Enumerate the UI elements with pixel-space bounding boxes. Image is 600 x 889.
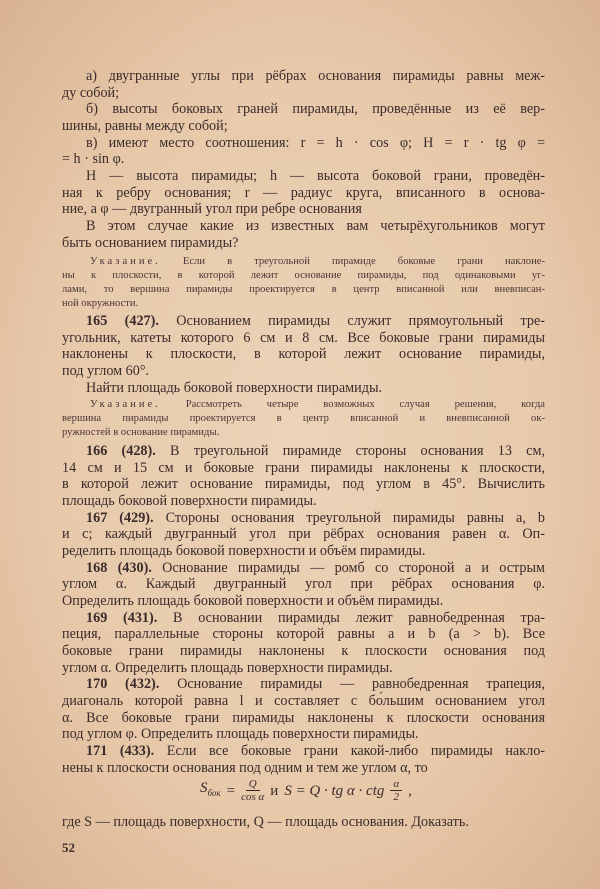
text-line [62,493,545,509]
line-text: и c; каждый двугранный угол при рёбрах основания равен α. Оп- [62,526,545,542]
line-text: углом α. Определить площадь поверхности пирамиды. [62,660,393,676]
formula-and: и [270,782,279,799]
line-text: Основанием пирамиды служит прямоугольный тре- [158,313,545,329]
problem-line [86,676,545,692]
line-text: в которой лежит основание пирамиды, под углом в 45°. Вычислить [62,476,545,492]
problem-line [86,560,545,576]
formula [200,778,412,803]
problem-number: 170 (432). [86,676,160,692]
text-line [62,151,545,167]
text-line [62,185,545,201]
line-text: в) имеют место соотношения: r = h · cos φ; H = r · tg φ = [86,135,545,151]
note-line [62,426,545,439]
problem-line [86,313,545,329]
note-line [90,255,545,268]
formula-fraction-1 [241,778,264,803]
line-text: ная к ребру основания; r — радиус круга, вписанного в основа- [62,185,545,201]
formula-comma: , [408,782,412,799]
text-line [62,643,545,659]
line-text: диагональ которой равна l и составляет с бо́льшим основанием угол [62,693,545,709]
text-line [62,460,545,476]
line-text: ду собой; [62,85,120,101]
text-line [62,235,545,251]
note-line [62,269,545,282]
text-line [62,814,545,830]
line-text: пеция, параллельные стороны которой равны a и b (a > b). Все [62,626,545,642]
text-line [62,726,545,742]
formula-fraction-2 [390,778,402,803]
line-text: а) двугранные углы при рёбрах основания пирамиды равны меж- [86,68,545,84]
note-label: Указание. [90,256,161,267]
text-line [62,476,545,492]
line-text: В треугольной пирамиде стороны основания 13 см, [155,443,546,459]
text-line [86,218,545,234]
line-text: В основании пирамиды лежит равнобедренная тра- [157,610,546,626]
formula-sub: бок [207,788,221,798]
text-line [62,760,545,776]
text-line [86,168,545,184]
line-text: углом α. Каждый двугранный угол при рёбрах основания φ. [62,576,545,592]
problem-number: 169 (431). [86,610,158,626]
fraction-denominator: 2 [393,791,400,803]
line-text: угольник, катеты которого 6 см и 8 см. Все боковые грани пирамиды [62,330,545,346]
line-text: б) высоты боковых граней пирамиды, проведённые из её вер- [86,101,545,117]
problem-line [86,743,545,759]
line-text: площадь боковой поверхности пирамиды. [62,493,317,509]
line-text: под углом 60°. [62,363,150,379]
line-text: лами, то вершина пирамиды проектируется в центр вписанной или вневписан- [62,284,545,295]
problem-number: 171 (433). [86,743,155,759]
text-line [62,660,545,676]
text-line [62,118,545,134]
problem-line [86,443,545,459]
text-line [62,693,545,709]
text-line [62,201,545,217]
line-text: = h · sin φ. [62,151,125,167]
text-line [86,380,545,396]
line-text: Стороны основания треугольной пирамиды равны a, b [153,510,545,526]
fraction-denominator: cos α [241,791,265,803]
line-text: Рассмотреть четыре возможных случая решения, когда [160,399,545,410]
line-text: Если все боковые грани какой-либо пирамиды накло- [154,743,546,759]
text-line [62,526,545,542]
line-text: Если в треугольной пирамиде боковые грани наклоне- [160,256,545,267]
line-text: ние, а φ — двугранный угол при ребре основания [62,201,362,217]
problem-number: 167 (429). [86,510,154,526]
note-line [62,297,545,310]
problem-number: 168 (430). [86,560,152,576]
text-line [86,101,545,117]
formula-s: S [200,780,208,796]
fraction-numerator: Q [246,778,260,791]
line-text: нены к плоскости основания под одним и тем же углом α, то [62,760,428,776]
line-text: В этом случае какие из известных вам четырёхугольников могут [86,218,545,234]
line-text: ределить площадь боковой поверхности и объём пирамиды. [62,543,426,559]
line-text: ны к плоскости, в которой лежит основание пирамиды, под одинаковыми уг- [62,270,545,281]
text-line [62,576,545,592]
line-text: Определить площадь боковой поверхности и объём пирамиды. [62,593,444,609]
line-text: наклонены к плоскости, в которой лежит основание пирамиды, [62,346,545,362]
text-line [86,68,545,84]
line-text: H — высота пирамиды; h — высота боковой грани, проведён- [86,168,545,184]
text-line [62,363,545,379]
page-number: 52 [62,840,75,855]
line-text: под углом φ. Определить площадь поверхности пирамиды. [62,726,419,742]
line-text: Основание пирамиды — ромб со стороной a и острым [151,560,545,576]
line-text: быть основанием пирамиды? [62,235,239,251]
text-line [86,135,545,151]
problem-line [86,610,545,626]
formula-eq: = [226,782,236,799]
note-line [62,412,545,425]
problem-number: 166 (428). [86,443,156,459]
problem-line [86,510,545,526]
note-line [90,398,545,411]
line-text: ружностей в основание пирамиды. [62,427,220,438]
text-line [62,710,545,726]
text-line [62,593,545,609]
line-text: 14 см и 15 см и боковые грани пирамиды наклонены к плоскости, [62,460,545,476]
note-line [62,283,545,296]
text-line [62,346,545,362]
problem-number: 165 (427). [86,313,159,329]
formula-lhs [200,780,221,801]
line-text: Найти площадь боковой поверхности пирамиды. [86,380,383,396]
formula-s-total: S = Q · tg α · ctg [284,782,385,799]
line-text: шины, равны между собой; [62,118,228,134]
line-text: боковые грани пирамиды наклонены к плоскости основания под [62,643,545,659]
note-label: Указание. [90,399,161,410]
line-text: ной окружности. [62,298,139,309]
line-text: Основание пирамиды — равнобедренная трапеция, [159,676,545,692]
text-line [62,330,545,346]
text-line [62,85,545,101]
text-line [62,543,545,559]
line-text: α. Все боковые грани пирамиды наклонены к плоскости основания [62,710,545,726]
line-text: вершина пирамиды проектируется в центр вписанной и вневписанной ок- [62,413,545,424]
fraction-numerator: α [390,778,402,791]
line-text: где S — площадь поверхности, Q — площадь основания. Доказать. [62,814,469,830]
text-line [62,626,545,642]
